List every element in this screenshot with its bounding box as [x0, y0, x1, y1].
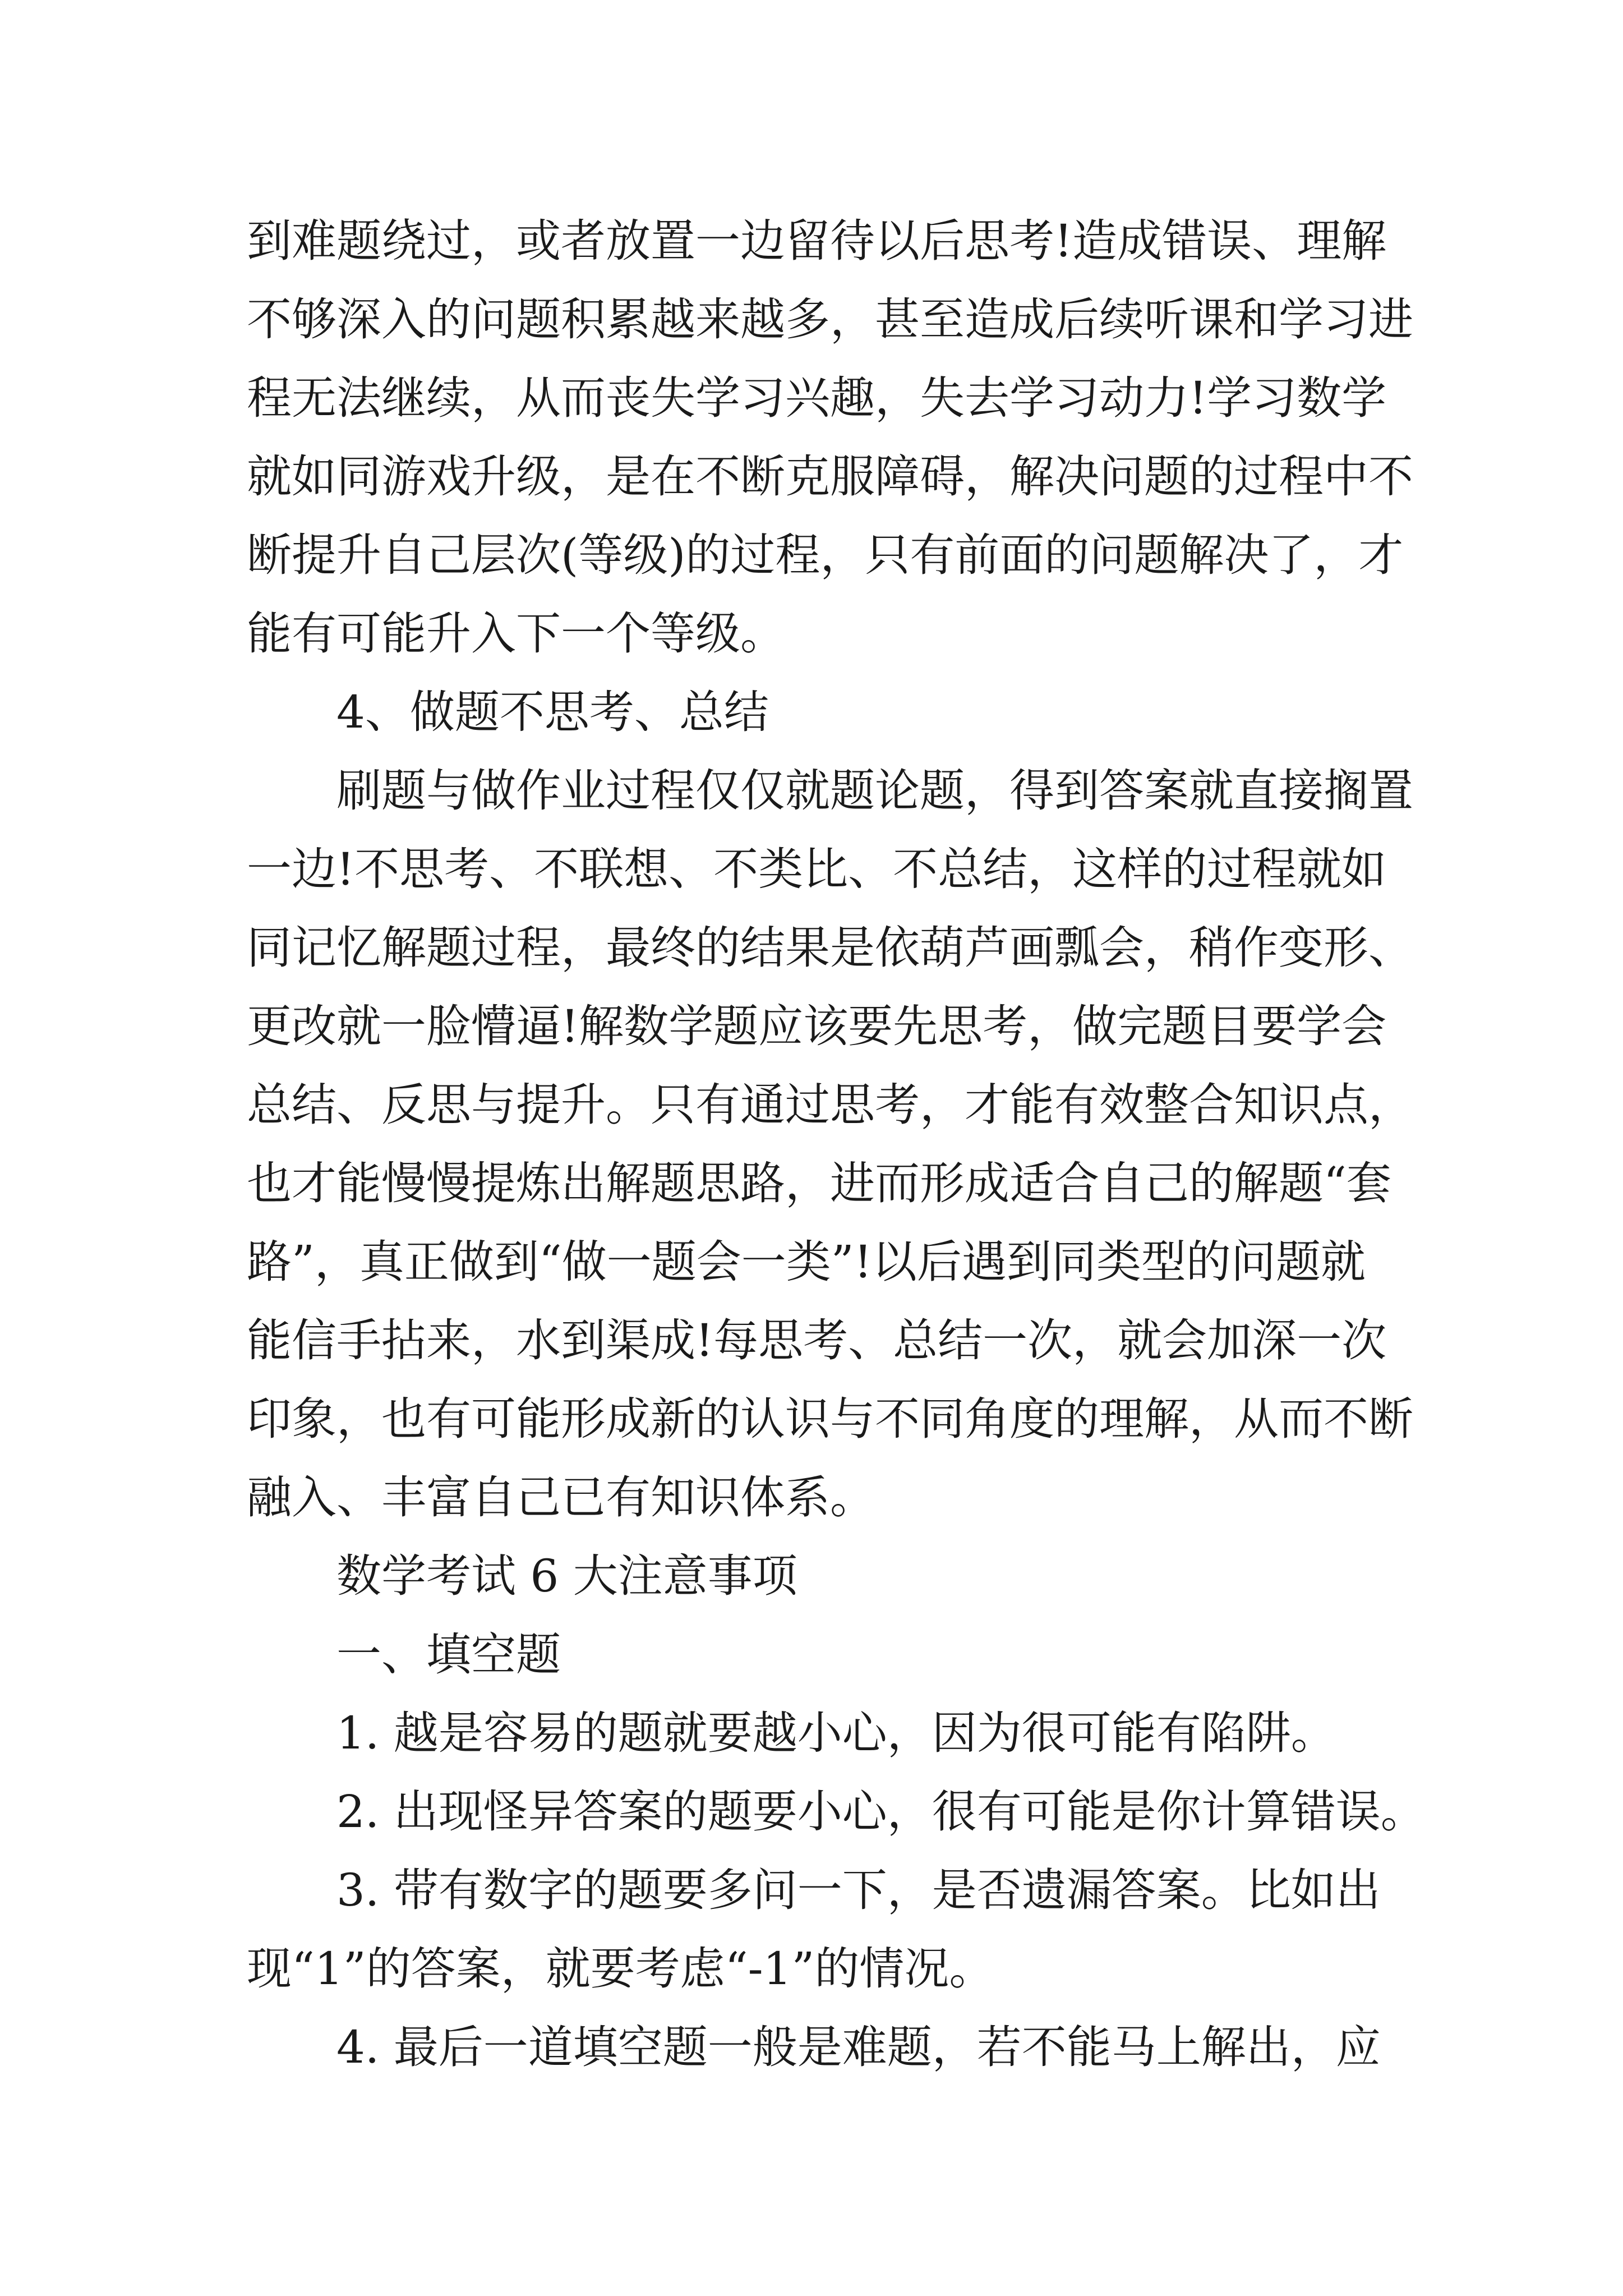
- paragraph-line: 融入、丰富自己已有知识体系。: [247, 1471, 875, 1524]
- paragraph-line: 同记忆解题过程，最终的结果是依葫芦画瓢会，稍作变形、: [247, 922, 1413, 974]
- subsection-heading: 一、填空题: [336, 1628, 561, 1681]
- list-item: 3. 带有数字的题要多问一下，是否遗漏答案。比如出: [336, 1864, 1381, 1916]
- paragraph-line: 就如同游戏升级，是在不断克服障碍，解决问题的过程中不: [247, 450, 1413, 503]
- paragraph-line: 印象，也有可能形成新的认识与不同角度的理解，从而不断: [247, 1393, 1413, 1445]
- list-item-continuation: 现“1”的答案，就要考虑“-1”的情况。: [247, 1943, 994, 1995]
- section-heading: 4、做题不思考、总结: [336, 686, 769, 738]
- document-body: [247, 202, 1426, 2087]
- paragraph-line: 刷题与做作业过程仅仅就题论题，得到答案就直接搁置: [336, 765, 1413, 817]
- section-heading: 数学考试 6 大注意事项: [336, 1550, 797, 1602]
- paragraph-line: 到难题绕过，或者放置一边留待以后思考!造成错误、理解: [247, 215, 1387, 267]
- list-item: 1. 越是容易的题就要越小心，因为很可能有陷阱。: [336, 1707, 1336, 1759]
- paragraph-line: 路”，真正做到“做一题会一类”!以后遇到同类型的问题就: [247, 1236, 1366, 1288]
- list-item: 2. 出现怪异答案的题要小心，很有可能是你计算错误。: [336, 1786, 1426, 1838]
- paragraph-line: 一边!不思考、不联想、不类比、不总结，这样的过程就如: [247, 843, 1387, 895]
- paragraph-line: 程无法继续，从而丧失学习兴趣，失去学习动力!学习数学: [247, 372, 1387, 424]
- paragraph-line: 总结、反思与提升。只有通过思考，才能有效整合知识点，: [247, 1079, 1413, 1131]
- paragraph-line: 能信手拈来，水到渠成!每思考、总结一次，就会加深一次: [247, 1314, 1387, 1366]
- list-item: 4. 最后一道填空题一般是难题，若不能马上解出，应: [336, 2021, 1381, 2073]
- paragraph-line: 更改就一脸懵逼!解数学题应该要先思考，做完题目要学会: [247, 1000, 1387, 1052]
- paragraph-line: 也才能慢慢提炼出解题思路，进而形成适合自己的解题“套: [247, 1157, 1391, 1209]
- paragraph-line: 不够深入的问题积累越来越多，甚至造成后续听课和学习进: [247, 293, 1413, 346]
- paragraph-line: 断提升自己层次(等级)的过程，只有前面的问题解决了，才: [247, 529, 1404, 581]
- paragraph-line: 能有可能升入下一个等级。: [247, 608, 785, 660]
